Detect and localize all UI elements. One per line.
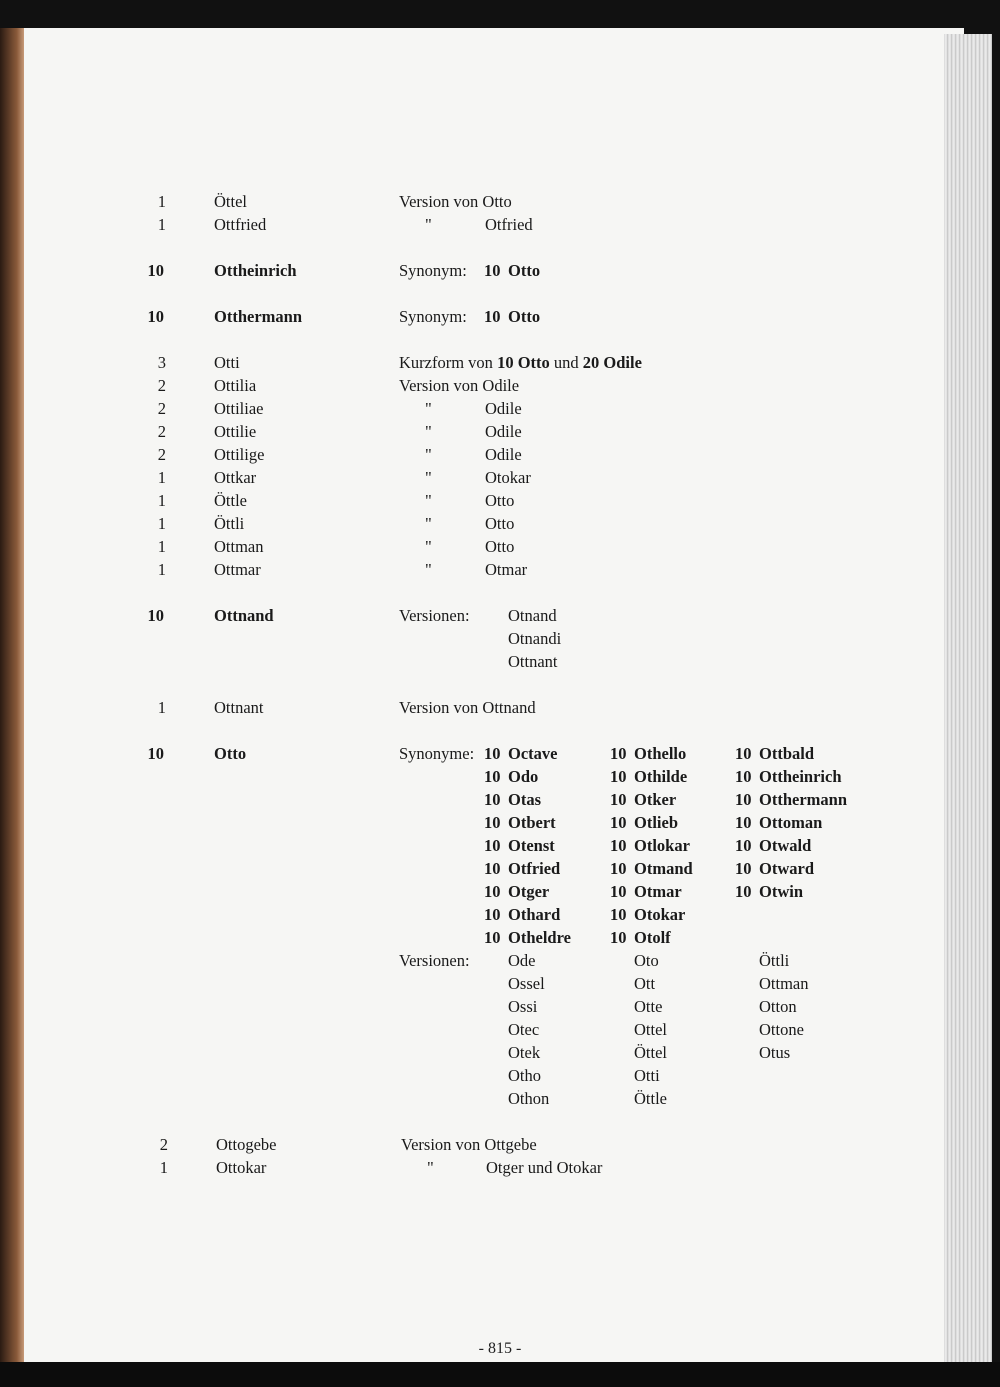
entry-text-part: Kurzform von [399, 353, 498, 372]
entry-text: Otto [485, 537, 515, 556]
entry-text: " [425, 468, 432, 487]
entry-text: Öttel [634, 1043, 667, 1062]
entry-text: Otfried [485, 215, 533, 234]
entry-text [399, 352, 642, 374]
page-stack-edges [944, 34, 992, 1362]
entry-text: Ottogebe [216, 1135, 277, 1154]
entry-text: 10 [484, 261, 501, 280]
frequency-number: 1 [157, 468, 166, 487]
entry-text: " [425, 491, 432, 510]
entry-text: 10 [735, 744, 752, 763]
entry-text: Otho [508, 1066, 541, 1085]
entry-text: Ottheinrich [759, 767, 842, 786]
entry-text: Synonym: [399, 307, 467, 326]
frequency-number: 2 [157, 399, 166, 418]
entry-text: Otker [634, 790, 677, 809]
entry-text: 10 [610, 928, 627, 947]
entry-text: 10 [484, 859, 501, 878]
entry-text: 10 [610, 790, 627, 809]
entry-text: Otec [508, 1020, 540, 1039]
book-cover-edge [0, 28, 24, 1362]
scan-background [0, 1362, 1000, 1387]
frequency-number: 2 [157, 422, 166, 441]
entry-text: 10 [484, 744, 501, 763]
entry-text: Otmand [634, 859, 693, 878]
entry-text: Otto [214, 744, 247, 763]
entry-text-part: und [549, 353, 583, 372]
entry-text: Otas [508, 790, 541, 809]
entry-text: 10 [484, 813, 501, 832]
entry-text: Otokar [634, 905, 686, 924]
frequency-number: 1 [157, 698, 166, 717]
entry-text: Odile [485, 445, 522, 464]
entry-text: 10 [735, 790, 752, 809]
entry-text: Ode [508, 951, 536, 970]
entry-text: " [425, 537, 432, 556]
entry-text: 10 [484, 307, 501, 326]
entry-text: 10 [610, 813, 627, 832]
entry-text: Ottoman [759, 813, 823, 832]
entry-text: 10 [610, 744, 627, 763]
entry-text: 10 [484, 928, 501, 947]
frequency-number: 1 [159, 1158, 168, 1177]
entry-text: Oto [634, 951, 659, 970]
entry-text: Ottbald [759, 744, 815, 763]
entry-text: Ottkar [214, 468, 257, 487]
entry-text: 10 [735, 836, 752, 855]
frequency-number: 10 [147, 261, 164, 280]
entry-text: Otthermann [214, 307, 302, 326]
entry-text: 10 [610, 859, 627, 878]
frequency-number: 1 [157, 491, 166, 510]
entry-text: Otlokar [634, 836, 690, 855]
entry-text: Othard [508, 905, 561, 924]
entry-text: Othello [634, 744, 687, 763]
entry-text: Ottman [759, 974, 809, 993]
entry-text: " [425, 422, 432, 441]
entry-text: Synonym: [399, 261, 467, 280]
entry-text: Synonyme: [399, 744, 475, 763]
entry-text: " [425, 445, 432, 464]
entry-text: " [425, 514, 432, 533]
entry-text: Odo [508, 767, 539, 786]
entry-text: Otto [485, 514, 515, 533]
entry-text-part: 10 Otto [497, 353, 550, 372]
frequency-number: 2 [157, 445, 166, 464]
entry-text: Otheldre [508, 928, 571, 947]
entry-text: Version von Otto [399, 192, 512, 211]
frequency-number: 10 [147, 744, 164, 763]
entry-text: Version von Ottnand [399, 698, 536, 717]
frequency-number: 1 [157, 537, 166, 556]
entry-text: " [425, 215, 432, 234]
entry-text: Ottmar [214, 560, 261, 579]
entry-text: Otfried [508, 859, 561, 878]
entry-text: Otmar [634, 882, 682, 901]
frequency-number: 1 [157, 215, 166, 234]
entry-text: 10 [484, 790, 501, 809]
entry-text: Ott [634, 974, 656, 993]
entry-text: Ottnant [214, 698, 264, 717]
entry-text: Otenst [508, 836, 555, 855]
entry-text: Otolf [634, 928, 671, 947]
entry-text: Ossel [508, 974, 545, 993]
entry-text: " [427, 1158, 434, 1177]
entry-text: 10 [484, 905, 501, 924]
entry-text: Ossi [508, 997, 538, 1016]
entry-text: Öttel [214, 192, 247, 211]
entry-text: 10 [610, 882, 627, 901]
entry-text: 10 [735, 813, 752, 832]
entry-text: Otthermann [759, 790, 847, 809]
entry-text: Otger und Otokar [486, 1158, 603, 1177]
entry-text: Ottnand [214, 606, 274, 625]
entry-text: Öttle [214, 491, 247, 510]
entry-text-part: 20 Odile [582, 353, 642, 372]
entry-text: 10 [735, 767, 752, 786]
entry-text: 10 [610, 905, 627, 924]
entry-text: 10 [484, 882, 501, 901]
page-number: - 815 - [478, 1340, 522, 1357]
entry-text: Ottokar [216, 1158, 267, 1177]
frequency-number: 2 [159, 1135, 168, 1154]
entry-text: 10 [484, 767, 501, 786]
entry-text: Otti [214, 353, 240, 372]
entry-text: 10 [735, 859, 752, 878]
entry-text: Ottman [214, 537, 264, 556]
entry-text: Ottilie [214, 422, 257, 441]
entry-text: Otto [508, 307, 541, 326]
entry-text: Ottfried [214, 215, 267, 234]
entry-text: " [425, 560, 432, 579]
frequency-number: 1 [157, 192, 166, 211]
entry-text: Version von Ottgebe [401, 1135, 537, 1154]
frequency-number: 10 [147, 606, 164, 625]
entry-text: 10 [484, 836, 501, 855]
frequency-number: 1 [157, 560, 166, 579]
entry-text: Otwald [759, 836, 812, 855]
entry-text: Ottilia [214, 376, 257, 395]
entry-text: Otbert [508, 813, 556, 832]
entry-text: Versionen: [399, 951, 470, 970]
frequency-number: 1 [157, 514, 166, 533]
entry-text: Othilde [634, 767, 688, 786]
entry-text: Ottheinrich [214, 261, 297, 280]
entry-text: 10 [610, 767, 627, 786]
entry-text: Otger [508, 882, 550, 901]
entry-text: Ottone [759, 1020, 804, 1039]
entry-text: Otlieb [634, 813, 678, 832]
entry-text: 10 [735, 882, 752, 901]
entry-text: Otti [634, 1066, 660, 1085]
entry-text: Otto [508, 261, 541, 280]
frequency-number: 10 [147, 307, 164, 326]
entry-text: Ottilige [214, 445, 265, 464]
entry-text: Otek [508, 1043, 541, 1062]
entry-text: Ottnant [508, 652, 558, 671]
entry-text: Otte [634, 997, 663, 1016]
entry-text: Otus [759, 1043, 791, 1062]
entry-text: Othon [508, 1089, 550, 1108]
entry-text: " [425, 399, 432, 418]
entry-text: Otward [759, 859, 814, 878]
frequency-number: 2 [157, 376, 166, 395]
entry-text: Öttli [214, 514, 245, 533]
entry-text: Odile [485, 422, 522, 441]
entry-text: Otnandi [508, 629, 562, 648]
entry-text: Otmar [485, 560, 528, 579]
entry-text: Otnand [508, 606, 557, 625]
entry-text: Otwin [759, 882, 804, 901]
entry-text: Otton [759, 997, 797, 1016]
frequency-number: 3 [157, 353, 166, 372]
entry-text: Versionen: [399, 606, 470, 625]
entry-text: Öttle [634, 1089, 667, 1108]
entry-text: Version von Odile [399, 376, 520, 395]
entry-text: Octave [508, 744, 558, 763]
entry-text: Ottiliae [214, 399, 264, 418]
entry-text: 10 [610, 836, 627, 855]
entry-text: Odile [485, 399, 522, 418]
entry-text: Otokar [485, 468, 531, 487]
entry-text: Otto [485, 491, 515, 510]
entry-text: Öttli [759, 951, 790, 970]
entry-text: Ottel [634, 1020, 667, 1039]
